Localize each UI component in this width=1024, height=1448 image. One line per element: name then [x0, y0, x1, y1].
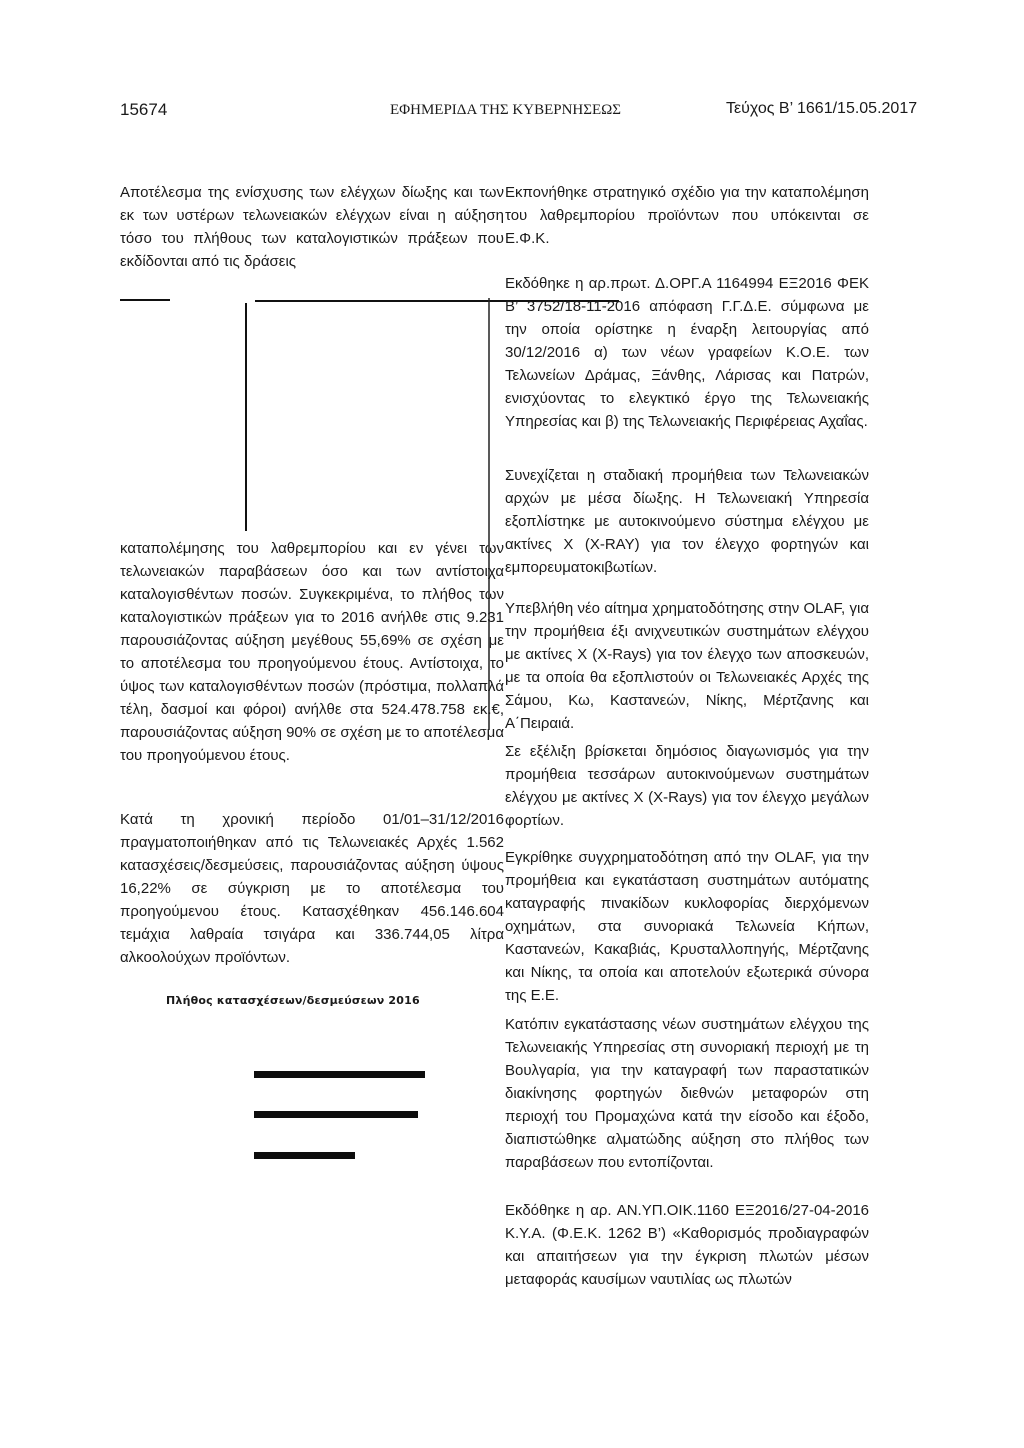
right-paragraph-8-block — [505, 1199, 869, 1291]
chart-title: Πλήθος κατασχέσεων/δεσμεύσεων 2016 — [166, 994, 420, 1007]
frame-top-left-line — [120, 299, 170, 301]
right-paragraph-7-block — [505, 1013, 869, 1174]
chart-bar-1 — [254, 1071, 425, 1078]
issue-info: Τεύχος Β’ 1661/15.05.2017 — [726, 100, 918, 117]
left-paragraph-3: Κατά τη χρονική περίοδο 01/01–31/12/2016 πραγματοποιήθηκαν από τις Τελωνειακές Αρχές 1.562 κατασχέσεις/δεσμεύσεις, παρουσιάζοντας αύξηση ύψους 16,22% σε σύγκριση με το αποτέλεσμα του προηγούμενου έτους. Κατασχέθηκαν 456.146.604 τεμάχια λαθραία τσιγάρα και 336.744,05 λίτρα αλκοολούχων προϊόντων. — [120, 811, 504, 966]
embedded-object-frame — [116, 295, 498, 531]
left-paragraph-3-block — [120, 808, 504, 969]
right-paragraph-7: Κατόπιν εγκατάστασης νέων συστημάτων ελέγχου της Τελωνειακής Υπηρεσίας στη συνοριακή περιοχή με τη Βουλγαρία, για την καταγραφή των παραστατικών διακίνησης φορτηγών διεθνών μεταφορών στη περιοχή του Προμαχώνα κατά την είσοδο και έξοδο, διαπιστώθηκε αλματώδης αύξηση στο πλήθος των παραβάσεων που εντοπίζονται. — [505, 1016, 869, 1171]
frame-left-line — [245, 303, 247, 531]
page-header — [0, 100, 1024, 126]
left-paragraph-2-block — [120, 537, 504, 767]
right-paragraph-8: Εκδόθηκε η αρ. ΑΝ.ΥΠ.ΟΙΚ.1160 ΕΞ2016/27-04-2016 Κ.Υ.Α. (Φ.Ε.Κ. 1262 Β’) «Καθορισμός προδιαγραφών και απαιτήσεων για την έγκριση πλωτών μέσων μεταφοράς καυσίμων ναυτιλίας ως πλωτών — [505, 1202, 869, 1288]
right-paragraph-2: Εκδόθηκε η αρ.πρωτ. Δ.ΟΡΓ.Α 1164994 ΕΞ2016 ΦΕΚ Β’ 3752/18-11-2016 απόφαση Γ.Γ.Δ.Ε. σύμφωνα με την οποία ορίστηκε η έναρξη λειτουργίας από 30/12/2016 α) των νέων γραφείων Κ.Ο.Ε. των Τελωνείων Δράμας, Ξάνθης, Λάρισας και Πατρών, ενισχύοντας το ελεγκτικό έργο της Τελωνειακής Υπηρεσίας και β) της Τελωνειακής Περιφέρειας Αχαΐας. — [505, 275, 869, 430]
right-paragraph-2-block — [505, 272, 869, 433]
chart-bar-3 — [254, 1152, 355, 1159]
right-paragraph-1: Εκπονήθηκε στρατηγικό σχέδιο για την καταπολέμηση του λαθρεμπορίου προϊόντων που υπόκεινται σε Ε.Φ.Κ. — [505, 184, 869, 247]
left-paragraph-1-block — [120, 181, 504, 273]
right-paragraph-5: Σε εξέλιξη βρίσκεται δημόσιος διαγωνισμός για την προμήθεια τεσσάρων αυτοκινούμενων συστημάτων ελέγχου με ακτίνες Χ (X-Rays) για τον έλεγχο μεγάλων φορτίων. — [505, 743, 869, 829]
right-paragraph-6-block — [505, 846, 869, 1007]
right-paragraph-1-block — [505, 181, 869, 250]
right-paragraph-6: Εγκρίθηκε συγχρηματοδότηση από την OLAF, για την προμήθεια και εγκατάσταση συστημάτων αυτόματης καταγραφής πινακίδων κυκλοφορίας διερχόμενων οχημάτων, στα συνοριακά Τελωνεία Κήπων, Καστανεών, Κακαβιάς, Κρυσταλλοπηγής, Μέρτζανης και Νίκης, τα οποία και αποτελούν εξωτερικά σύνορα της Ε.Ε. — [505, 849, 869, 1004]
chart-bar-2 — [254, 1111, 418, 1118]
page-number: 15674 — [120, 100, 168, 119]
right-paragraph-4-block — [505, 597, 869, 735]
right-paragraph-5-block — [505, 740, 869, 832]
left-paragraph-2: καταπολέμησης του λαθρεμπορίου και εν γένει των τελωνειακών παραβάσεων όσο και των αντίστοιχα καταλογισθέντων ποσών. Συγκεκριμένα, το πλήθος των καταλογιστικών πράξεων για το 2016 ανήλθε στις 9.231 παρουσιάζοντας αύξηση μεγέθους 55,69% σε σχέση με το αποτέλεσμα του προηγούμενου έτους. Αντίστοιχα, το ύψος των καταλογισθέντων ποσών (πρόστιμα, πολλαπλά τέλη, δασμοί και φόροι) ανήλθε στα 524.478.758 εκ.€, παρουσιάζοντας αύξηση 90% σε σχέση με το αποτέλεσμα του προηγούμενου έτους. — [120, 540, 505, 764]
right-paragraph-4: Υπεβλήθη νέο αίτημα χρηματοδότησης στην OLAF, για την προμήθεια έξι ανιχνευτικών συστημάτων ελέγχου με ακτίνες Χ (X-Rays) για τον έλεγχο των αποσκευών, με τα οποία θα εξοπλιστούν οι Τελωνειακές Αρχές της Σάμου, Κω, Καστανεών, Νίκης, Μέρτζανης και Α΄Πειραιά. — [505, 600, 869, 732]
left-paragraph-1: Αποτέλεσμα της ενίσχυσης των ελέγχων δίωξης και των εκ των υστέρων τελωνειακών ελέγχων είναι η αύξηση τόσο του πλήθους των καταλογιστικών πράξεων που εκδίδονται από τις δράσεις — [120, 184, 504, 270]
right-paragraph-3-block — [505, 464, 869, 579]
right-paragraph-3: Συνεχίζεται η σταδιακή προμήθεια των Τελωνειακών αρχών με μέσα δίωξης. Η Τελωνειακή Υπηρεσία εξοπλίστηκε με αυτοκινούμενο σύστημα ελέγχου με ακτίνες Χ (X-RAY) για τον έλεγχο φορτηγών και εμπορευματοκιβωτίων. — [505, 467, 869, 576]
journal-title: ΕΦΗΜΕΡΙΔΑ ΤΗΣ ΚΥΒΕΡΝΗΣΕΩΣ — [390, 102, 622, 118]
